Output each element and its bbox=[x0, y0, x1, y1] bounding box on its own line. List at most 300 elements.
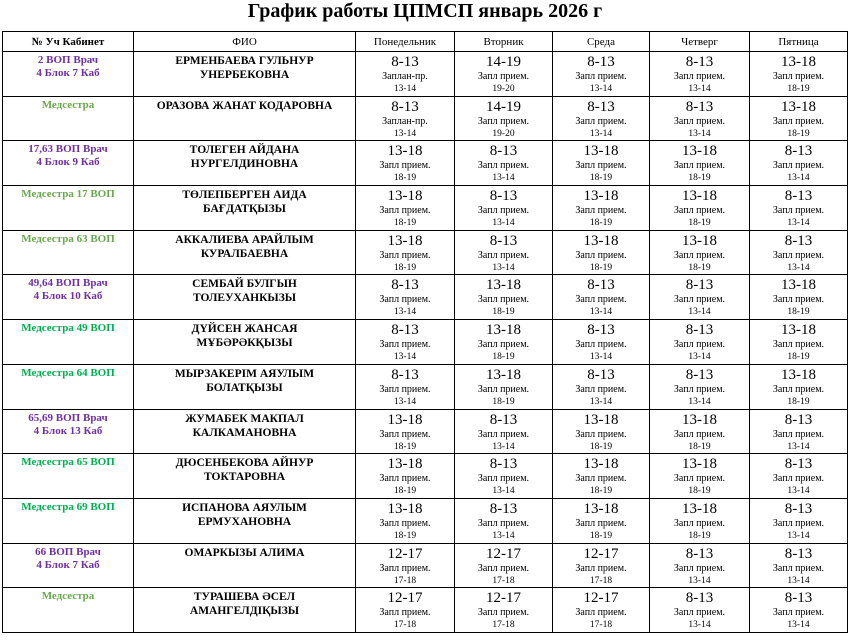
day-cell-tuesday bbox=[455, 454, 553, 499]
hours-value: 8-13 bbox=[391, 277, 419, 294]
name-line: ЕРМУХАНОВНА bbox=[197, 515, 292, 528]
hours-value: 8-13 bbox=[784, 232, 813, 249]
hours-value: 14-19 bbox=[486, 98, 521, 115]
appointment-note: Запл прием. bbox=[575, 607, 627, 619]
appointment-note: Запл прием. bbox=[477, 339, 530, 351]
day-cell-friday bbox=[750, 454, 848, 499]
appointment-note: Запл прием. bbox=[673, 115, 726, 127]
hours-value: 13-18 bbox=[583, 500, 619, 517]
day-cell-wednesday bbox=[553, 320, 650, 365]
hours-value: 8-13 bbox=[685, 98, 714, 115]
break-hours: 18-19 bbox=[787, 128, 810, 139]
appointment-note: Запл прием. bbox=[477, 607, 530, 619]
hours-value: 13-18 bbox=[387, 232, 423, 249]
table-row bbox=[3, 364, 848, 409]
name-cell bbox=[134, 498, 356, 543]
day-cell-wednesday bbox=[553, 409, 650, 454]
hours-value: 13-18 bbox=[486, 366, 521, 383]
hours-value: 8-13 bbox=[685, 277, 714, 294]
break-hours: 13-14 bbox=[787, 441, 810, 452]
day-cell-wednesday bbox=[553, 52, 650, 97]
hours-value: 12-17 bbox=[486, 545, 521, 562]
name-cell bbox=[134, 141, 356, 186]
day-cell-monday bbox=[356, 588, 455, 633]
day-cell-wednesday bbox=[553, 186, 650, 231]
day-cell-monday bbox=[356, 409, 455, 454]
hours-value: 13-18 bbox=[583, 232, 619, 249]
name-line: СЕМБАЙ БУЛГЫН bbox=[192, 278, 297, 291]
appointment-note: Запл прием. bbox=[575, 339, 627, 351]
header-friday: Пятница bbox=[750, 32, 848, 52]
hours-value: 13-18 bbox=[486, 322, 521, 339]
day-cell-friday bbox=[750, 320, 848, 365]
break-hours: 13-14 bbox=[393, 352, 417, 363]
name-line: ДЮСЕНБЕКОВА АЙНУР bbox=[175, 457, 314, 470]
appointment-note: Запл прием. bbox=[477, 428, 530, 440]
unit-cell bbox=[3, 230, 134, 275]
hours-value: 13-18 bbox=[781, 54, 816, 70]
break-hours: 13-14 bbox=[787, 173, 810, 184]
appointment-note: Запл прием. bbox=[673, 205, 726, 217]
table-row bbox=[3, 186, 848, 231]
break-hours: 18-19 bbox=[787, 307, 810, 318]
day-cell-wednesday bbox=[553, 96, 650, 141]
hours-value: 13-18 bbox=[682, 500, 717, 517]
break-hours: 17-18 bbox=[589, 620, 613, 631]
hours-value: 8-13 bbox=[685, 366, 714, 383]
hours-value: 13-18 bbox=[387, 456, 423, 473]
appointment-note: Запл прием. bbox=[772, 115, 825, 127]
name-cell bbox=[134, 275, 356, 320]
appointment-note: Запл прием. bbox=[772, 294, 825, 306]
unit-line: Медсестра 64 ВОП bbox=[21, 366, 115, 379]
break-hours: 18-19 bbox=[393, 486, 417, 497]
unit-line: 4 Блок 7 Каб bbox=[36, 558, 100, 571]
table-row bbox=[3, 409, 848, 454]
schedule-table bbox=[2, 31, 848, 633]
unit-line: 4 Блок 10 Каб bbox=[33, 290, 103, 303]
hours-value: 8-13 bbox=[391, 366, 419, 383]
day-cell-tuesday bbox=[455, 588, 553, 633]
break-hours: 18-19 bbox=[492, 352, 515, 363]
break-hours: 13-14 bbox=[393, 307, 417, 318]
table-row bbox=[3, 141, 848, 186]
day-cell-thursday bbox=[650, 230, 750, 275]
day-cell-tuesday bbox=[455, 275, 553, 320]
hours-value: 12-17 bbox=[387, 590, 423, 607]
break-hours: 17-18 bbox=[492, 620, 515, 631]
appointment-note: Запл прием. bbox=[575, 383, 627, 395]
break-hours: 18-19 bbox=[589, 441, 613, 452]
day-cell-friday bbox=[750, 141, 848, 186]
break-hours: 18-19 bbox=[492, 307, 515, 318]
day-cell-wednesday bbox=[553, 498, 650, 543]
break-hours: 13-14 bbox=[393, 84, 417, 94]
name-line: ТӨЛЕПБЕРГЕН АИДА bbox=[182, 189, 307, 202]
name-cell bbox=[134, 364, 356, 409]
break-hours: 19-20 bbox=[492, 128, 515, 139]
appointment-note: Запл прием. bbox=[477, 160, 530, 172]
appointment-note: Запл прием. bbox=[379, 294, 431, 306]
day-cell-monday bbox=[356, 364, 455, 409]
hours-value: 13-18 bbox=[387, 500, 423, 517]
name-line: ТОЛЕУХАНКЫЗЫ bbox=[192, 292, 297, 305]
break-hours: 18-19 bbox=[787, 352, 810, 363]
unit-cell bbox=[3, 588, 134, 633]
break-hours: 18-19 bbox=[787, 396, 810, 407]
table-row bbox=[3, 543, 848, 588]
table-row bbox=[3, 588, 848, 633]
appointment-note: Запл прием. bbox=[772, 71, 825, 82]
hours-value: 8-13 bbox=[587, 98, 615, 115]
break-hours: 13-14 bbox=[589, 128, 613, 139]
name-line: ОМАРКЫЗЫ АЛИМА bbox=[184, 546, 305, 559]
appointment-note: Запл прием. bbox=[575, 249, 627, 261]
day-cell-thursday bbox=[650, 141, 750, 186]
day-cell-monday bbox=[356, 141, 455, 186]
day-cell-friday bbox=[750, 543, 848, 588]
day-cell-friday bbox=[750, 230, 848, 275]
break-hours: 13-14 bbox=[787, 575, 810, 586]
day-cell-wednesday bbox=[553, 543, 650, 588]
break-hours: 18-19 bbox=[787, 84, 810, 94]
hours-value: 8-13 bbox=[391, 98, 419, 115]
name-line: БАҒДАТҚЫЗЫ bbox=[203, 203, 286, 216]
break-hours: 17-18 bbox=[589, 575, 613, 586]
day-cell-monday bbox=[356, 320, 455, 365]
hours-value: 13-18 bbox=[781, 366, 816, 383]
unit-line: Медсестра 65 ВОП bbox=[21, 456, 115, 469]
break-hours: 13-14 bbox=[688, 396, 711, 407]
break-hours: 13-14 bbox=[589, 396, 613, 407]
break-hours: 13-14 bbox=[589, 352, 613, 363]
appointment-note: Запл прием. bbox=[477, 517, 530, 529]
hours-value: 13-18 bbox=[682, 411, 717, 428]
hours-value: 13-18 bbox=[682, 188, 717, 205]
header-unit: № Уч Кабинет bbox=[3, 32, 134, 52]
appointment-note: Запл прием. bbox=[477, 383, 530, 395]
break-hours: 13-14 bbox=[787, 486, 810, 497]
break-hours: 19-20 bbox=[492, 84, 515, 94]
unit-line: 4 Блок 13 Каб bbox=[33, 424, 103, 437]
hours-value: 8-13 bbox=[489, 500, 518, 517]
name-line: МЫРЗАКЕРІМ АЯУЛЫМ bbox=[174, 367, 315, 380]
unit-cell bbox=[3, 186, 134, 231]
hours-value: 8-13 bbox=[391, 322, 419, 339]
appointment-note: Запл прием. bbox=[575, 115, 627, 127]
hours-value: 13-18 bbox=[583, 456, 619, 473]
day-cell-monday bbox=[356, 230, 455, 275]
break-hours: 18-19 bbox=[393, 262, 417, 273]
hours-value: 8-13 bbox=[685, 545, 714, 562]
name-line: БОЛАТҚЫЗЫ bbox=[206, 381, 283, 394]
hours-value: 8-13 bbox=[784, 590, 813, 607]
appointment-note: Запл прием. bbox=[673, 249, 726, 261]
appointment-note: Запл прием. bbox=[772, 607, 825, 619]
appointment-note: Запл прием. bbox=[772, 249, 825, 261]
day-cell-monday bbox=[356, 498, 455, 543]
header-tuesday: Вторник bbox=[455, 32, 553, 52]
hours-value: 8-13 bbox=[489, 456, 518, 473]
unit-line: Медсестра 69 ВОП bbox=[21, 500, 115, 513]
appointment-note: Запл прием. bbox=[379, 339, 431, 351]
appointment-note: Заплан-пр. bbox=[382, 115, 428, 127]
name-line: ИСПАНОВА АЯУЛЫМ bbox=[182, 501, 307, 514]
hours-value: 8-13 bbox=[685, 590, 714, 607]
table-row bbox=[3, 52, 848, 97]
day-cell-thursday bbox=[650, 588, 750, 633]
appointment-note: Запл прием. bbox=[673, 517, 726, 529]
break-hours: 18-19 bbox=[393, 218, 417, 229]
appointment-note: Запл прием. bbox=[575, 294, 627, 306]
unit-cell bbox=[3, 96, 134, 141]
unit-line: 4 Блок 9 Каб bbox=[36, 156, 100, 169]
day-cell-wednesday bbox=[553, 275, 650, 320]
break-hours: 13-14 bbox=[492, 486, 515, 497]
break-hours: 13-14 bbox=[688, 620, 711, 631]
hours-value: 13-18 bbox=[781, 277, 816, 294]
day-cell-thursday bbox=[650, 409, 750, 454]
hours-value: 13-18 bbox=[583, 143, 619, 160]
break-hours: 13-14 bbox=[393, 396, 417, 407]
table-row bbox=[3, 454, 848, 499]
day-cell-friday bbox=[750, 409, 848, 454]
appointment-note: Запл прием. bbox=[575, 428, 627, 440]
day-cell-monday bbox=[356, 543, 455, 588]
hours-value: 13-18 bbox=[583, 188, 619, 205]
day-cell-tuesday bbox=[455, 96, 553, 141]
appointment-note: Запл прием. bbox=[772, 517, 825, 529]
break-hours: 13-14 bbox=[492, 262, 515, 273]
appointment-note: Запл прием. bbox=[575, 205, 627, 217]
unit-line: 49,64 ВОП Врач bbox=[28, 277, 108, 290]
appointment-note: Запл прием. bbox=[477, 71, 530, 82]
day-cell-tuesday bbox=[455, 543, 553, 588]
unit-line: Медсестра 63 ВОП bbox=[21, 232, 115, 245]
unit-cell bbox=[3, 275, 134, 320]
hours-value: 13-18 bbox=[387, 143, 423, 160]
hours-value: 12-17 bbox=[486, 590, 521, 607]
day-cell-wednesday bbox=[553, 230, 650, 275]
day-cell-wednesday bbox=[553, 588, 650, 633]
name-line: УНЕРБЕКОВНА bbox=[199, 69, 290, 81]
hours-value: 14-19 bbox=[486, 54, 521, 70]
appointment-note: Запл прием. bbox=[673, 428, 726, 440]
unit-cell bbox=[3, 364, 134, 409]
day-cell-thursday bbox=[650, 96, 750, 141]
name-line: КУРАЛБАЕВНА bbox=[200, 247, 289, 260]
day-cell-tuesday bbox=[455, 186, 553, 231]
break-hours: 13-14 bbox=[492, 441, 515, 452]
hours-value: 8-13 bbox=[685, 322, 714, 339]
name-cell bbox=[134, 588, 356, 633]
name-cell bbox=[134, 543, 356, 588]
break-hours: 18-19 bbox=[688, 530, 711, 541]
appointment-note: Запл прием. bbox=[379, 205, 431, 217]
appointment-note: Запл прием. bbox=[575, 473, 627, 485]
unit-cell bbox=[3, 543, 134, 588]
day-cell-friday bbox=[750, 186, 848, 231]
appointment-note: Запл прием. bbox=[379, 428, 431, 440]
day-cell-tuesday bbox=[455, 230, 553, 275]
hours-value: 13-18 bbox=[682, 143, 717, 160]
hours-value: 8-13 bbox=[784, 143, 813, 160]
header-thursday: Четверг bbox=[650, 32, 750, 52]
day-cell-thursday bbox=[650, 498, 750, 543]
break-hours: 13-14 bbox=[589, 307, 613, 318]
table-row bbox=[3, 96, 848, 141]
header-wednesday: Среда bbox=[553, 32, 650, 52]
unit-cell bbox=[3, 52, 134, 97]
day-cell-tuesday bbox=[455, 364, 553, 409]
appointment-note: Запл прием. bbox=[379, 383, 431, 395]
appointment-note: Запл прием. bbox=[772, 205, 825, 217]
header-row bbox=[3, 32, 848, 52]
break-hours: 18-19 bbox=[393, 530, 417, 541]
hours-value: 13-18 bbox=[387, 188, 423, 205]
break-hours: 13-14 bbox=[688, 575, 711, 586]
hours-value: 8-13 bbox=[489, 188, 518, 205]
hours-value: 8-13 bbox=[784, 411, 813, 428]
break-hours: 13-14 bbox=[393, 128, 417, 139]
break-hours: 18-19 bbox=[589, 486, 613, 497]
unit-line: 2 ВОП Врач bbox=[37, 54, 99, 66]
break-hours: 17-18 bbox=[393, 575, 417, 586]
name-cell bbox=[134, 320, 356, 365]
day-cell-wednesday bbox=[553, 141, 650, 186]
appointment-note: Запл прием. bbox=[772, 428, 825, 440]
hours-value: 8-13 bbox=[489, 232, 518, 249]
hours-value: 13-18 bbox=[682, 232, 717, 249]
appointment-note: Запл прием. bbox=[477, 249, 530, 261]
name-line: МҰБӘРӘКҚЫЗЫ bbox=[196, 337, 293, 350]
appointment-note: Запл прием. bbox=[379, 562, 431, 574]
appointment-note: Запл прием. bbox=[477, 294, 530, 306]
name-line: ЕРМЕНБАЕВА ГУЛЬНУР bbox=[175, 55, 314, 67]
hours-value: 13-18 bbox=[583, 411, 619, 428]
unit-line: Медсестра 49 ВОП bbox=[21, 322, 115, 335]
appointment-note: Запл прием. bbox=[673, 160, 726, 172]
day-cell-friday bbox=[750, 52, 848, 97]
hours-value: 13-18 bbox=[682, 456, 717, 473]
hours-value: 8-13 bbox=[784, 188, 813, 205]
break-hours: 18-19 bbox=[393, 441, 417, 452]
hours-value: 12-17 bbox=[387, 545, 423, 562]
break-hours: 18-19 bbox=[589, 530, 613, 541]
appointment-note: Запл прием. bbox=[379, 249, 431, 261]
header-monday: Понедельник bbox=[356, 32, 455, 52]
hours-value: 8-13 bbox=[587, 54, 615, 70]
break-hours: 18-19 bbox=[589, 173, 613, 184]
break-hours: 13-14 bbox=[787, 530, 810, 541]
break-hours: 18-19 bbox=[688, 218, 711, 229]
day-cell-monday bbox=[356, 52, 455, 97]
hours-value: 12-17 bbox=[583, 590, 619, 607]
day-cell-wednesday bbox=[553, 364, 650, 409]
day-cell-monday bbox=[356, 186, 455, 231]
unit-line: 65,69 ВОП Врач bbox=[28, 411, 108, 424]
unit-line: Медсестра 17 ВОП bbox=[21, 188, 115, 201]
appointment-note: Запл прием. bbox=[477, 115, 530, 127]
day-cell-thursday bbox=[650, 186, 750, 231]
hours-value: 13-18 bbox=[486, 277, 521, 294]
break-hours: 18-19 bbox=[688, 441, 711, 452]
break-hours: 13-14 bbox=[589, 84, 613, 94]
hours-value: 12-17 bbox=[583, 545, 619, 562]
appointment-note: Запл прием. bbox=[673, 383, 726, 395]
unit-line: 66 ВОП Врач bbox=[35, 545, 101, 558]
page-title: График работы ЦПМСП январь 2026 г bbox=[247, 0, 603, 22]
unit-line: Медсестра bbox=[41, 590, 95, 603]
name-line: КАЛКАМАНОВНА bbox=[192, 426, 297, 439]
hours-value: 8-13 bbox=[587, 322, 615, 339]
hours-value: 8-13 bbox=[489, 411, 518, 428]
appointment-note: Запл прием. bbox=[673, 473, 726, 485]
name-cell bbox=[134, 96, 356, 141]
appointment-note: Запл прием. bbox=[477, 205, 530, 217]
unit-line: 17,63 ВОП Врач bbox=[28, 143, 108, 156]
hours-value: 8-13 bbox=[587, 277, 615, 294]
table-row bbox=[3, 275, 848, 320]
hours-value: 8-13 bbox=[391, 54, 419, 70]
name-cell bbox=[134, 454, 356, 499]
table-row bbox=[3, 230, 848, 275]
header-name: ФИО bbox=[134, 32, 356, 52]
hours-value: 13-18 bbox=[387, 411, 423, 428]
day-cell-thursday bbox=[650, 275, 750, 320]
name-line: АМАНГЕЛДІҚЫЗЫ bbox=[189, 605, 300, 618]
appointment-note: Запл прием. bbox=[477, 562, 530, 574]
break-hours: 13-14 bbox=[787, 262, 810, 273]
name-cell bbox=[134, 409, 356, 454]
name-line: ДҮЙСЕН ЖАНСАЯ bbox=[191, 323, 298, 336]
hours-value: 13-18 bbox=[781, 322, 816, 339]
appointment-note: Запл прием. bbox=[575, 562, 627, 574]
break-hours: 18-19 bbox=[688, 486, 711, 497]
break-hours: 13-14 bbox=[688, 128, 711, 139]
appointment-note: Запл прием. bbox=[379, 607, 431, 619]
day-cell-tuesday bbox=[455, 320, 553, 365]
name-cell bbox=[134, 230, 356, 275]
appointment-note: Запл прием. bbox=[772, 160, 825, 172]
break-hours: 18-19 bbox=[589, 262, 613, 273]
hours-value: 8-13 bbox=[784, 456, 813, 473]
appointment-note: Запл прием. bbox=[575, 517, 627, 529]
day-cell-tuesday bbox=[455, 409, 553, 454]
appointment-note: Запл прием. bbox=[379, 473, 431, 485]
appointment-note: Запл прием. bbox=[772, 383, 825, 395]
day-cell-tuesday bbox=[455, 141, 553, 186]
day-cell-friday bbox=[750, 96, 848, 141]
appointment-note: Запл прием. bbox=[575, 71, 627, 82]
day-cell-friday bbox=[750, 364, 848, 409]
break-hours: 18-19 bbox=[589, 218, 613, 229]
unit-cell bbox=[3, 409, 134, 454]
appointment-note: Запл прием. bbox=[575, 160, 627, 172]
appointment-note: Запл прием. bbox=[379, 517, 431, 529]
unit-cell bbox=[3, 320, 134, 365]
day-cell-friday bbox=[750, 275, 848, 320]
hours-value: 8-13 bbox=[489, 143, 518, 160]
appointment-note: Запл прием. bbox=[673, 562, 726, 574]
name-line: АККАЛИЕВА АРАЙЛЫМ bbox=[175, 233, 314, 246]
name-cell bbox=[134, 52, 356, 97]
table-row bbox=[3, 320, 848, 365]
day-cell-monday bbox=[356, 275, 455, 320]
name-line: ЖУМАБЕК МАКПАЛ bbox=[185, 412, 304, 425]
hours-value: 13-18 bbox=[781, 98, 816, 115]
appointment-note: Запл прием. bbox=[673, 607, 726, 619]
